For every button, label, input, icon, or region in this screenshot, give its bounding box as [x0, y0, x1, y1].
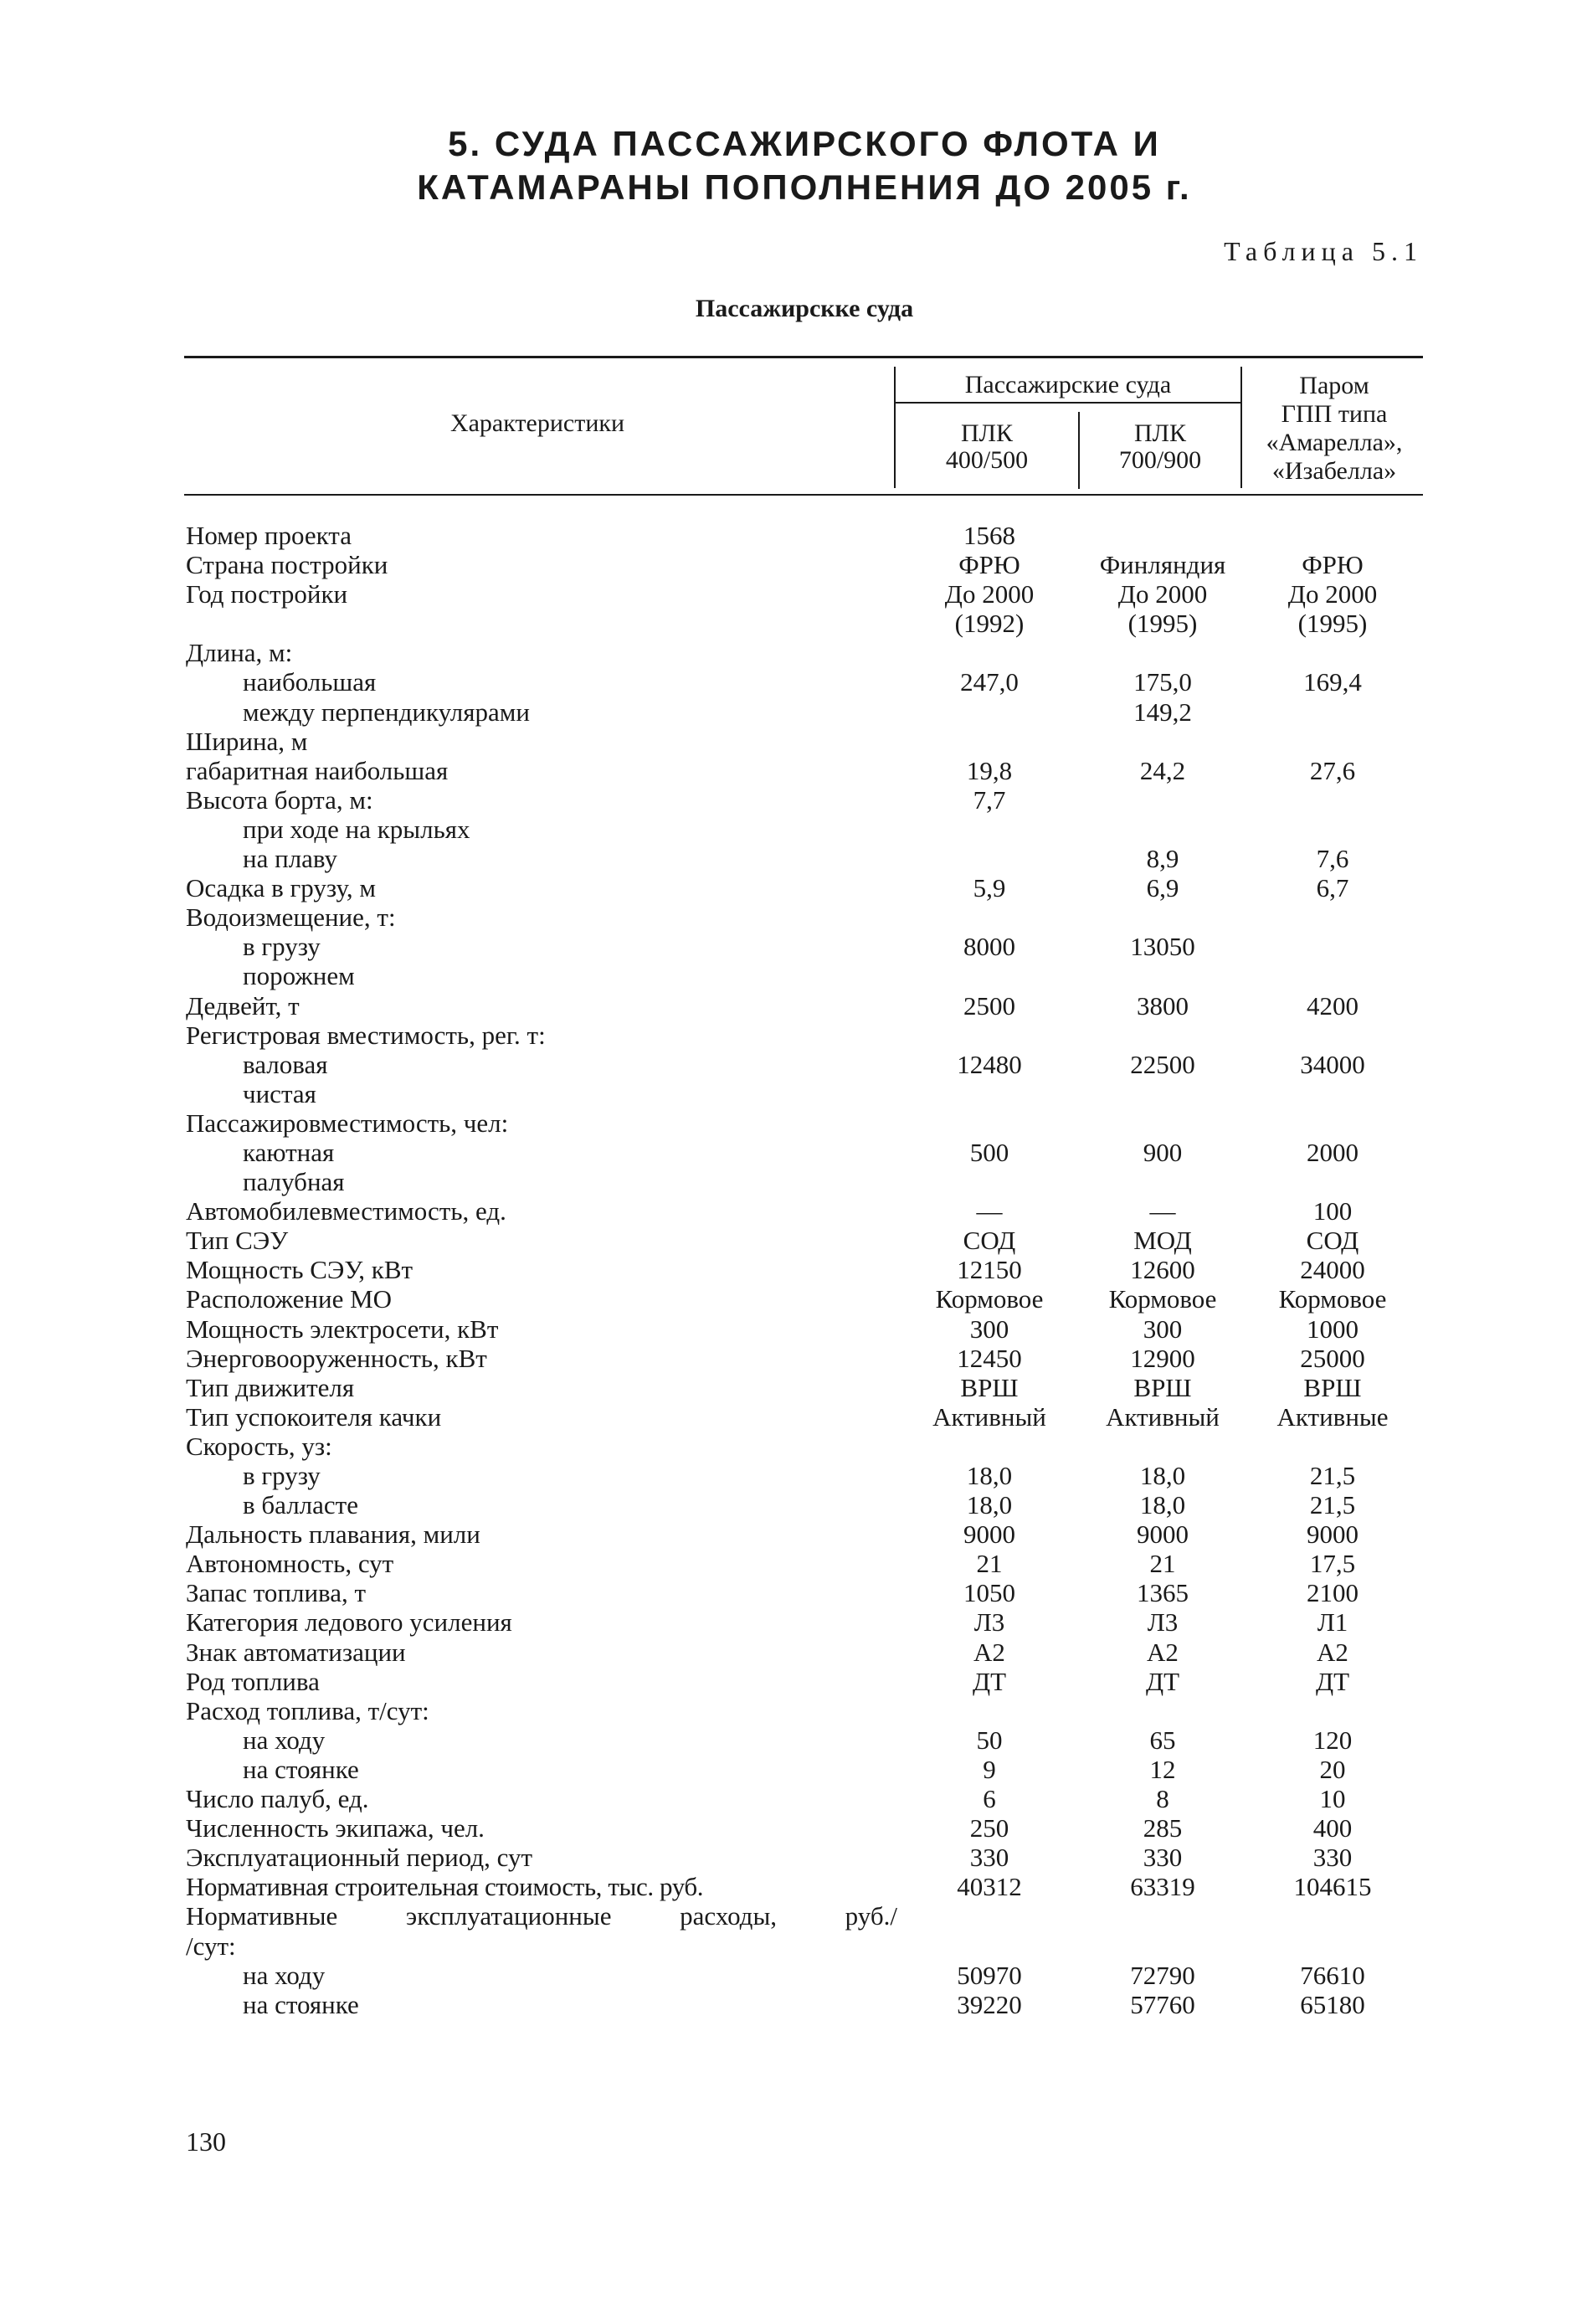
- row-value-col1: 2500: [963, 990, 1015, 1021]
- row-value-col1: 7,7: [973, 784, 1006, 815]
- row-value-col2: 175,0: [1133, 667, 1192, 697]
- row-label: Дальность плавания, мили: [186, 1519, 480, 1550]
- row-label: Осадка в грузу, м: [186, 873, 376, 903]
- table-row: [186, 1843, 1441, 1872]
- row-label: Мощность СЭУ, кВт: [186, 1255, 413, 1285]
- table-row: [186, 1314, 1441, 1344]
- row-label: Год постройки: [186, 579, 348, 609]
- page-title: [0, 122, 1582, 209]
- row-value-col3: 104615: [1293, 1872, 1372, 1902]
- row-value-col2: 8: [1156, 1784, 1169, 1814]
- row-label: на стоянке: [243, 1754, 359, 1784]
- row-value-col3: ДТ: [1315, 1666, 1350, 1696]
- table-row: [186, 1931, 1441, 1961]
- table-row: [186, 609, 1441, 638]
- row-label: Скорость, уз:: [186, 1431, 332, 1461]
- table-row: [186, 1725, 1441, 1755]
- row-value-col2: 12900: [1130, 1343, 1195, 1373]
- header-group-passenger: Пассажирские суда: [964, 371, 1172, 398]
- row-value-col1: 21: [976, 1549, 1003, 1579]
- table-row: [186, 1696, 1441, 1725]
- row-label: Автономность, сут: [186, 1549, 394, 1579]
- row-value-col3: 330: [1312, 1843, 1353, 1873]
- row-value-col3: 10: [1319, 1784, 1346, 1814]
- row-value-col1: 330: [969, 1843, 1009, 1873]
- row-label: между перпендикулярами: [243, 697, 530, 727]
- row-value-col1: 1050: [963, 1578, 1015, 1608]
- table-row: [186, 1549, 1441, 1578]
- row-value-col1: 40312: [957, 1872, 1022, 1902]
- table-header-bottom-rule: [184, 494, 1423, 496]
- row-value-col1: СОД: [963, 1226, 1016, 1256]
- table-row: [186, 1784, 1441, 1813]
- row-value-col1: ВРШ: [960, 1372, 1019, 1402]
- header-col2: [1080, 420, 1240, 474]
- table-row: [186, 932, 1441, 961]
- header-col2-sub: 700/900: [1118, 446, 1202, 474]
- table-row: [186, 756, 1441, 785]
- table-row: [186, 1196, 1441, 1226]
- row-value-col1: 300: [969, 1314, 1009, 1344]
- table-row: [186, 815, 1441, 844]
- row-value-col1: 50: [976, 1725, 1003, 1755]
- row-label: Пассажировместимость, чел:: [186, 1108, 509, 1138]
- table-row: [186, 991, 1441, 1021]
- table-row: [186, 1284, 1441, 1314]
- row-value-col2: 65: [1149, 1725, 1176, 1755]
- row-label: в грузу: [243, 1461, 321, 1490]
- row-value-col2: 9000: [1137, 1519, 1189, 1550]
- row-label: Страна постройки: [186, 550, 388, 580]
- row-value-col1: 5,9: [973, 873, 1006, 903]
- row-value-col2: ДТ: [1145, 1666, 1180, 1696]
- row-value-col3: 9000: [1307, 1519, 1359, 1550]
- row-label: Запас топлива, т: [186, 1578, 367, 1608]
- table-row: [186, 1638, 1441, 1667]
- row-value-col3: 76610: [1300, 1960, 1365, 1990]
- row-value-col3: 2000: [1307, 1137, 1359, 1167]
- row-label: Номер проекта: [186, 521, 352, 550]
- header-col3-line4: «Изабелла»: [1271, 457, 1397, 485]
- row-label: валовая: [243, 1049, 328, 1079]
- table-row: [186, 550, 1441, 579]
- row-label: Эксплуатационный период, сут: [186, 1843, 533, 1873]
- row-value-col2: 63319: [1130, 1872, 1195, 1902]
- row-value-col1: 18,0: [966, 1461, 1013, 1490]
- header-col1-sub: 400/500: [945, 446, 1029, 474]
- row-value-col3: ВРШ: [1303, 1372, 1362, 1402]
- header-col3-line1: Паром: [1299, 372, 1369, 399]
- row-value-col3: 100: [1312, 1196, 1353, 1226]
- row-label: в грузу: [243, 932, 321, 962]
- table-row: [186, 1961, 1441, 1990]
- table-row: [186, 1255, 1441, 1284]
- row-value-col2: (1995): [1127, 609, 1198, 639]
- table-row: [186, 579, 1441, 609]
- table-row: [186, 1990, 1441, 2019]
- header-characteristics: Характеристики: [449, 409, 625, 437]
- table-row: [186, 1050, 1441, 1079]
- row-value-col2: ВРШ: [1133, 1372, 1192, 1402]
- row-value-col1: 19,8: [966, 755, 1013, 785]
- row-value-col3: Л1: [1317, 1607, 1348, 1638]
- header-col3: [1242, 372, 1426, 486]
- row-value-col2: А2: [1147, 1637, 1179, 1667]
- row-value-col2: 12600: [1130, 1255, 1195, 1285]
- row-value-col1: 18,0: [966, 1490, 1013, 1520]
- row-value-col3: 17,5: [1309, 1549, 1356, 1579]
- table-row: [186, 1226, 1441, 1255]
- table-row: [186, 1021, 1441, 1050]
- row-value-col2: 330: [1143, 1843, 1183, 1873]
- row-label: Водоизмещение, т:: [186, 902, 396, 933]
- table-row: [186, 1432, 1441, 1461]
- table-row: [186, 1901, 1441, 1931]
- row-label: Число палуб, ед.: [186, 1784, 369, 1814]
- row-value-col1: 12150: [957, 1255, 1022, 1285]
- row-value-col2: 24,2: [1139, 755, 1186, 785]
- row-value-col1: 39220: [957, 1989, 1022, 2019]
- table-row: [186, 902, 1441, 932]
- table-body: [186, 521, 1441, 2019]
- table-row: [186, 1519, 1441, 1549]
- row-value-col2: 12: [1149, 1754, 1176, 1784]
- row-value-col2: 1365: [1137, 1578, 1189, 1608]
- header-group-underline: [894, 402, 1240, 404]
- row-value-col3: 169,4: [1303, 667, 1362, 697]
- row-value-col3: Активные: [1276, 1401, 1389, 1432]
- table-row: [186, 844, 1441, 873]
- row-value-col3: СОД: [1306, 1226, 1359, 1256]
- table-label: Таблица 5.1: [1224, 236, 1423, 266]
- row-value-col2: —: [1149, 1196, 1176, 1226]
- table-row: [186, 873, 1441, 902]
- row-value-col2: 6,9: [1146, 873, 1179, 903]
- row-label: Расход топлива, т/сут:: [186, 1695, 429, 1725]
- table-row: [186, 521, 1441, 550]
- row-value-col1: 8000: [963, 932, 1015, 962]
- row-label: Тип СЭУ: [186, 1226, 289, 1256]
- row-label: Регистровая вместимость, рег. т:: [186, 1020, 546, 1050]
- row-value-col1: 12450: [957, 1343, 1022, 1373]
- row-value-col2: 21: [1149, 1549, 1176, 1579]
- header-col1: [896, 420, 1078, 474]
- row-value-col3: 21,5: [1309, 1490, 1356, 1520]
- row-value-col1: 247,0: [960, 667, 1019, 697]
- row-value-col2: 18,0: [1139, 1461, 1186, 1490]
- table-row: [186, 1108, 1441, 1138]
- table-row: [186, 1813, 1441, 1843]
- row-value-col2: До 2000: [1117, 579, 1208, 609]
- table-row: [186, 727, 1441, 756]
- row-value-col2: 72790: [1130, 1960, 1195, 1990]
- row-value-col3: А2: [1317, 1637, 1348, 1667]
- row-value-col2: Л3: [1147, 1607, 1179, 1638]
- table-subtitle: Пассажирскке суда: [695, 295, 914, 322]
- row-value-col3: (1995): [1297, 609, 1368, 639]
- row-value-col3: 4200: [1307, 990, 1359, 1021]
- page-number: 130: [186, 2126, 226, 2157]
- header-col3-line2: ГПП типа: [1281, 400, 1388, 428]
- row-value-col1: ДТ: [972, 1666, 1007, 1696]
- row-label: на плаву: [243, 844, 337, 874]
- table-row: [186, 1373, 1441, 1402]
- row-label: габаритная наибольшая: [186, 755, 449, 785]
- row-value-col3: 1000: [1307, 1314, 1359, 1344]
- table-row: [186, 697, 1441, 727]
- row-label: при ходе на крыльях: [243, 814, 470, 844]
- row-value-col3: 2100: [1307, 1578, 1359, 1608]
- table-row: [186, 1344, 1441, 1373]
- row-label: на стоянке: [243, 1989, 359, 2019]
- row-label: на ходу: [243, 1725, 326, 1755]
- row-value-col2: 149,2: [1133, 697, 1192, 727]
- row-value-col2: 13050: [1130, 932, 1195, 962]
- row-value-col2: 900: [1143, 1137, 1183, 1167]
- row-value-col3: ФРЮ: [1302, 550, 1364, 580]
- row-label: Ширина, м: [186, 726, 308, 756]
- row-label: чистая: [243, 1078, 316, 1108]
- table-row: [186, 961, 1441, 990]
- row-value-col1: 1568: [963, 521, 1015, 550]
- title-line-2: КАТАМАРАНЫ ПОПОЛНЕНИЯ ДО 2005 г.: [417, 167, 1192, 207]
- row-label: наибольшая: [243, 667, 377, 697]
- row-value-col1: 9: [983, 1754, 996, 1784]
- row-label: палубная: [243, 1167, 345, 1197]
- row-value-col3: 21,5: [1309, 1461, 1356, 1490]
- row-value-col2: 22500: [1130, 1049, 1195, 1079]
- row-label: Высота борта, м:: [186, 784, 373, 815]
- table-row: [186, 785, 1441, 815]
- row-label: Расположение МО: [186, 1284, 393, 1314]
- row-label: на ходу: [243, 1960, 326, 1990]
- row-value-col1: До 2000: [944, 579, 1035, 609]
- header-col1-name: ПЛК: [960, 419, 1014, 447]
- row-value-col3: 27,6: [1309, 755, 1356, 785]
- row-label: Категория ледового усиления: [186, 1607, 512, 1638]
- row-label: Мощность электросети, кВт: [186, 1314, 499, 1344]
- row-value-col2: 18,0: [1139, 1490, 1186, 1520]
- row-value-col2: Активный: [1106, 1401, 1220, 1432]
- row-label: Численность экипажа, чел.: [186, 1813, 485, 1843]
- row-value-col1: Кормовое: [935, 1284, 1044, 1314]
- title-line-1: 5. СУДА ПАССАЖИРСКОГО ФЛОТА И: [448, 124, 1161, 163]
- table-row: [186, 1138, 1441, 1167]
- row-value-col1: Активный: [932, 1401, 1046, 1432]
- row-value-col2: 285: [1143, 1813, 1183, 1843]
- row-label: Нормативная строительная стоимость, тыс. руб.: [186, 1872, 704, 1902]
- row-value-col3: 34000: [1300, 1049, 1365, 1079]
- table-row: [186, 1578, 1441, 1607]
- row-value-col1: 50970: [957, 1960, 1022, 1990]
- row-label: Нормативные эксплуатационные расходы, руб./: [186, 1901, 897, 1931]
- row-label: каютная: [243, 1137, 335, 1167]
- row-label: Дедвейт, т: [186, 990, 300, 1021]
- table-row: [186, 1755, 1441, 1784]
- row-value-col3: 24000: [1300, 1255, 1365, 1285]
- table-row: [186, 1402, 1441, 1432]
- table-row: [186, 1667, 1441, 1696]
- row-value-col2: Финляндия: [1099, 550, 1226, 580]
- row-value-col1: 12480: [957, 1049, 1022, 1079]
- row-value-col1: (1992): [954, 609, 1025, 639]
- row-label: Энерговооруженность, кВт: [186, 1343, 487, 1373]
- table-row: [186, 1461, 1441, 1490]
- row-label: Тип движителя: [186, 1372, 355, 1402]
- row-value-col1: 500: [969, 1137, 1009, 1167]
- row-value-col3: 7,6: [1316, 844, 1349, 874]
- table-row: [186, 1607, 1441, 1637]
- row-label: /сут:: [186, 1931, 236, 1961]
- row-value-col3: 6,7: [1316, 873, 1349, 903]
- row-label: порожнем: [243, 961, 355, 991]
- header-col2-name: ПЛК: [1133, 419, 1187, 447]
- row-value-col2: 300: [1143, 1314, 1183, 1344]
- table-row: [186, 667, 1441, 697]
- row-value-col1: Л3: [973, 1607, 1005, 1638]
- row-value-col1: А2: [973, 1637, 1005, 1667]
- row-value-col2: МОД: [1133, 1226, 1192, 1256]
- row-value-col3: 400: [1312, 1813, 1353, 1843]
- row-value-col2: 3800: [1137, 990, 1189, 1021]
- table-row: [186, 1079, 1441, 1108]
- table-row: [186, 1872, 1441, 1901]
- table-row: [186, 1490, 1441, 1519]
- row-value-col1: ФРЮ: [958, 550, 1020, 580]
- row-value-col2: Кормовое: [1108, 1284, 1217, 1314]
- row-value-col3: До 2000: [1287, 579, 1378, 609]
- row-label: в балласте: [243, 1490, 358, 1520]
- row-value-col2: 8,9: [1146, 844, 1179, 874]
- row-value-col3: 25000: [1300, 1343, 1365, 1373]
- row-label: Длина, м:: [186, 638, 293, 668]
- row-value-col1: —: [976, 1196, 1003, 1226]
- table-row: [186, 638, 1441, 667]
- row-value-col1: 9000: [963, 1519, 1015, 1550]
- row-value-col1: 6: [983, 1784, 996, 1814]
- row-label: Тип успокоителя качки: [186, 1401, 442, 1432]
- row-label: Автомобилевместимость, ед.: [186, 1196, 506, 1226]
- row-value-col2: 57760: [1130, 1989, 1195, 2019]
- table-top-rule: [184, 356, 1423, 358]
- row-value-col3: 20: [1319, 1754, 1346, 1784]
- row-value-col1: 250: [969, 1813, 1009, 1843]
- row-label: Знак автоматизации: [186, 1637, 406, 1667]
- table-row: [186, 1167, 1441, 1196]
- row-value-col3: 65180: [1300, 1989, 1365, 2019]
- row-value-col3: Кормовое: [1278, 1284, 1387, 1314]
- row-label: Род топлива: [186, 1666, 320, 1696]
- header-col3-line3: «Амарелла»,: [1266, 429, 1403, 456]
- row-value-col3: 120: [1312, 1725, 1353, 1755]
